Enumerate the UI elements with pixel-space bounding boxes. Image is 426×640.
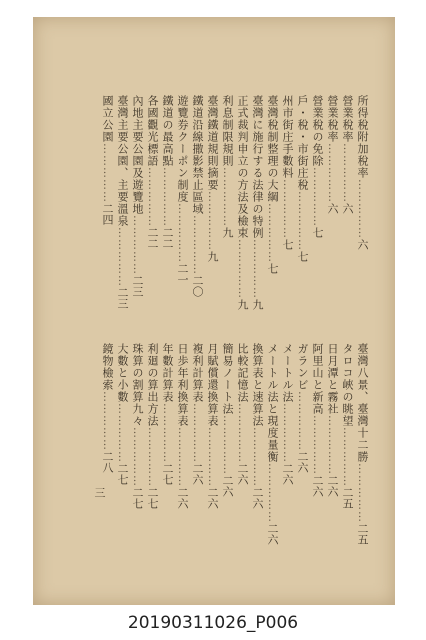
toc-entry (145, 343, 159, 593)
toc-entry-title: 年數計算表 (161, 343, 174, 403)
toc-leader-dots: …………… (116, 403, 129, 463)
toc-entry (250, 95, 264, 331)
toc-leader-dots: …………… (191, 403, 204, 463)
toc-entry (310, 343, 324, 593)
toc-entry (100, 95, 114, 331)
toc-entry-title: 日月潭と霧社 (326, 343, 339, 415)
toc-entry-title: 珠算の割算九々 (131, 343, 144, 427)
toc-entry (265, 95, 279, 331)
toc-leader-dots: …………… (236, 403, 249, 463)
toc-leader-dots: …………… (176, 427, 189, 487)
document-page (33, 17, 395, 605)
toc-entry-page: 二八 (101, 451, 114, 473)
toc-entry-page: 六 (356, 239, 369, 250)
toc-entry-page: 九 (236, 299, 249, 310)
toc-entry (160, 95, 174, 331)
toc-leader-dots: …………… (296, 391, 309, 451)
toc-leader-dots: …………… (131, 427, 144, 487)
toc-leader-dots: …………… (161, 167, 174, 227)
toc-entry-title: 大數と小數 (116, 343, 129, 403)
toc-leader-dots: …………… (281, 179, 294, 239)
toc-entry (355, 95, 369, 331)
toc-leader-dots: …………… (101, 143, 114, 203)
toc-entry-title: 各國觀光標語 (146, 95, 159, 167)
toc-entry-title: 戶・稅・市街庄稅 (296, 95, 309, 191)
toc-entry (205, 95, 219, 331)
toc-entry-title: 營業稅の免除 (311, 95, 324, 167)
toc-entry-page: 九 (251, 299, 264, 310)
toc-leader-dots: …………… (311, 167, 324, 227)
toc-entry (115, 343, 129, 593)
toc-entry-title: 州市街庄手數料 (281, 95, 294, 179)
toc-entry-page: 二三 (116, 287, 129, 309)
toc-entry (325, 343, 339, 593)
toc-entry (190, 343, 204, 593)
toc-entry-page: 二一 (176, 263, 189, 285)
toc-entry-page: 二六 (281, 463, 294, 485)
toc-entry-page: 二六 (221, 475, 234, 497)
toc-leader-dots: …………… (116, 227, 129, 287)
toc-entry-page: 二四 (101, 203, 114, 225)
toc-entry-page: 二〇 (191, 275, 204, 297)
toc-entry-page: 六 (326, 203, 339, 214)
toc-entry (115, 95, 129, 331)
toc-leader-dots: …………… (206, 427, 219, 487)
toc-leader-dots: …………… (311, 415, 324, 475)
toc-entry (295, 95, 309, 331)
toc-entry (205, 343, 219, 593)
toc-entry-title: 臺灣鐵道規則摘要 (206, 95, 219, 191)
toc-entry-page: 二六 (326, 475, 339, 497)
toc-entry-title: 鐵道沿線撒影禁止區域 (191, 95, 204, 215)
toc-entry (280, 95, 294, 331)
toc-entry-title: 臺灣主要公園、主要溫泉 (116, 95, 129, 227)
toc-entry-title: 營業稅率 (326, 95, 339, 143)
toc-entry (130, 343, 144, 593)
toc-leader-dots: …………… (341, 427, 354, 487)
toc-entry-title: メートル法 (281, 343, 294, 403)
toc-entry (340, 343, 354, 593)
toc-entry-page: 二二 (161, 227, 174, 249)
toc-entry-title: 利廻の算出方法 (146, 343, 159, 427)
toc-entry (250, 343, 264, 593)
toc-entry-title: ガランビ (296, 343, 309, 391)
toc-entry-page: 二六 (176, 487, 189, 509)
toc-leader-dots: …………… (191, 215, 204, 275)
toc-entry-title: 鐵道の最高點 (161, 95, 174, 167)
toc-entry-title: 國立公園 (101, 95, 114, 143)
toc-entry (175, 95, 189, 331)
toc-entry-title: 臺灣八景、臺灣十二勝 (356, 343, 369, 463)
toc-leader-dots: …………… (176, 203, 189, 263)
toc-entry-page: 九 (206, 251, 219, 262)
toc-entry-page: 二七 (161, 463, 174, 485)
toc-entry (100, 343, 114, 593)
toc-entry (295, 343, 309, 593)
toc-entry-title: タロコ峽の眺望 (341, 343, 354, 427)
toc-entry-page: 六 (341, 203, 354, 214)
toc-entry-title: 臺灣稅制整理の大綱 (266, 95, 279, 203)
toc-entry-page: 二六 (296, 451, 309, 473)
toc-leader-dots: …………… (356, 179, 369, 239)
toc-entry-title: 內地主要公園及遊覽地 (131, 95, 144, 215)
toc-entry-page: 二六 (236, 463, 249, 485)
toc-leader-dots: …………… (326, 415, 339, 475)
toc-entry (145, 95, 159, 331)
toc-leader-dots: …………… (146, 427, 159, 487)
toc-entry-page: 七 (266, 263, 279, 274)
image-caption: 20190311026_P006 (127, 613, 299, 633)
toc-entry-title: 簡易ノート法 (221, 343, 234, 415)
toc-entry-title: メートル法と現度量衡 (266, 343, 279, 463)
toc-leader-dots: …………… (221, 415, 234, 475)
toc-entry (355, 343, 369, 593)
toc-entry-title: 鏡物檢索 (101, 343, 114, 391)
toc-leader-dots: …………… (266, 203, 279, 263)
toc-entry (265, 343, 279, 593)
toc-entry-title: 利息制限規則 (221, 95, 234, 167)
toc-leader-dots: …………… (146, 167, 159, 227)
toc-leader-dots: …………… (131, 215, 144, 275)
toc-entry-page: 二七 (131, 487, 144, 509)
toc-entry-title: 正式裁判申立の方法及檢束 (236, 95, 249, 239)
toc-entry-title: 營業稅率 (341, 95, 354, 143)
toc-entry-title: 臺灣に施行する法律の特例 (251, 95, 264, 239)
toc-entry-page: 二六 (251, 487, 264, 509)
toc-entry-title: 所得稅附加稅率 (356, 95, 369, 179)
toc-entry (235, 95, 249, 331)
toc-entry-page: 二六 (311, 475, 324, 497)
toc-leader-dots: …………… (221, 167, 234, 227)
toc-leader-dots: …………… (251, 239, 264, 299)
toc-entry-page: 二六 (191, 463, 204, 485)
toc-entry (220, 95, 234, 331)
toc-leader-dots: …………… (341, 143, 354, 203)
toc-entry (190, 95, 204, 331)
toc-leader-dots: …………… (101, 391, 114, 451)
toc-entry-page: 七 (311, 227, 324, 238)
toc-entry (220, 343, 234, 593)
toc-entry-page: 二五 (356, 523, 369, 545)
toc-leader-dots: …………… (356, 463, 369, 523)
toc-entry-page: 二七 (146, 487, 159, 509)
toc-entry-page: 二二 (146, 227, 159, 249)
toc-leader-dots: …………… (296, 191, 309, 251)
toc-entry (310, 95, 324, 331)
toc-leader-dots: …………… (206, 191, 219, 251)
toc-entry (235, 343, 249, 593)
toc-leader-dots: …………… (161, 403, 174, 463)
toc-entry-page: 九 (221, 227, 234, 238)
toc-entry (160, 343, 174, 593)
toc-entry-title: 比較記憶法 (236, 343, 249, 403)
page-folio: 三 (93, 487, 106, 498)
toc-entry (175, 343, 189, 593)
toc-entry-title: 遊覽券クーポン制度 (176, 95, 189, 203)
toc-entry-page: 二六 (266, 523, 279, 545)
toc-entry-page: 二七 (116, 463, 129, 485)
toc-entry (340, 95, 354, 331)
toc-leader-dots: …………… (326, 143, 339, 203)
toc-entry-title: 阿里山と新高 (311, 343, 324, 415)
toc-leader-dots: …………… (251, 427, 264, 487)
toc-entry-page: 七 (296, 251, 309, 262)
toc-entry (130, 95, 144, 331)
toc-entry-title: 換算表と速算法 (251, 343, 264, 427)
toc-entry-title: 日歩年利換算表 (176, 343, 189, 427)
toc-leader-dots: …………… (266, 463, 279, 523)
toc-leader-dots: …………… (236, 239, 249, 299)
toc-entry-page: 二六 (206, 487, 219, 509)
toc-entry (325, 95, 339, 331)
toc-entry-title: 複利計算表 (191, 343, 204, 403)
toc-entry-page: 二三 (131, 275, 144, 297)
toc-leader-dots: …………… (281, 403, 294, 463)
toc-entry-page: 二五 (341, 487, 354, 509)
toc-entry (280, 343, 294, 593)
toc-entry-page: 七 (281, 239, 294, 250)
toc-entry-title: 月賦償還換算表 (206, 343, 219, 427)
